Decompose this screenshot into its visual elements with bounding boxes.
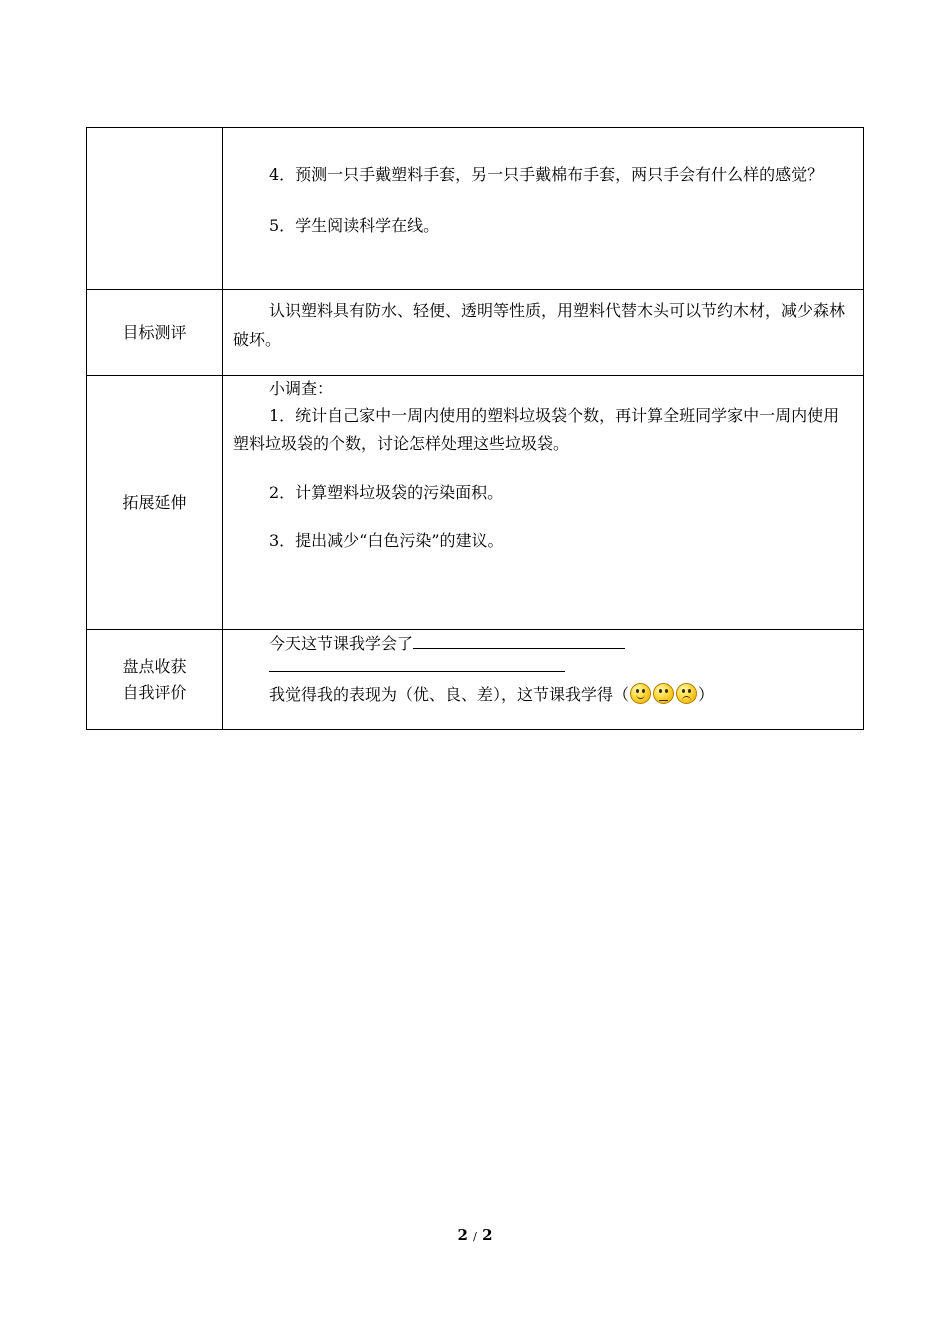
- learned-prompt: 今天这节课我学会了: [269, 634, 414, 653]
- row-label: 目标测评: [87, 290, 223, 376]
- paragraph: 3．提出减少“白色污染”的建议。: [269, 531, 504, 550]
- paragraph: 小调查：: [269, 379, 334, 398]
- answer-blank: [413, 630, 625, 649]
- row-label: 拓展延伸: [87, 376, 223, 630]
- lesson-table: [86, 127, 864, 730]
- table-row: [87, 128, 864, 290]
- neutral-face-icon: [653, 683, 674, 704]
- row-content: [223, 630, 864, 730]
- sad-face-icon: [676, 683, 697, 704]
- table-row: [87, 290, 864, 376]
- paragraph: [233, 630, 855, 657]
- page-separator: /: [473, 1230, 477, 1243]
- paragraph: [233, 682, 855, 708]
- table-row: [87, 630, 864, 730]
- paragraph: 5．学生阅读科学在线。: [269, 216, 440, 235]
- row-content: [223, 290, 864, 376]
- paragraph: 1．统计自己家中一周内使用的塑料垃圾袋个数，再计算全班同学家中一周内使用塑料垃圾袋的个数，讨论怎样处理这些垃圾袋。: [233, 406, 840, 453]
- row-content: [223, 128, 864, 290]
- page-number: [0, 1226, 950, 1244]
- paragraph: 4．预测一只手戴塑料手套，另一只手戴棉布手套，两只手会有什么样的感觉？: [269, 165, 824, 184]
- self-eval-close: ）: [698, 685, 715, 704]
- row-label-line: 自我评价: [122, 682, 187, 702]
- happy-face-icon: [630, 683, 651, 704]
- row-label: [87, 128, 223, 290]
- page-total: 2: [482, 1226, 493, 1244]
- paragraph: 认识塑料具有防水、轻便、透明等性质，用塑料代替木头可以节约木材，减少森林破坏。: [233, 301, 846, 349]
- row-content: [223, 376, 864, 630]
- table-row: [87, 376, 864, 630]
- row-label: [87, 630, 223, 730]
- paragraph: 2．计算塑料垃圾袋的污染面积。: [269, 483, 504, 502]
- answer-blank-line: [269, 657, 565, 672]
- self-eval-text: 我觉得我的表现为（优、良、差），这节课我学得（: [269, 685, 630, 704]
- row-label-line: 盘点收获: [122, 656, 187, 676]
- page-current: 2: [457, 1226, 468, 1244]
